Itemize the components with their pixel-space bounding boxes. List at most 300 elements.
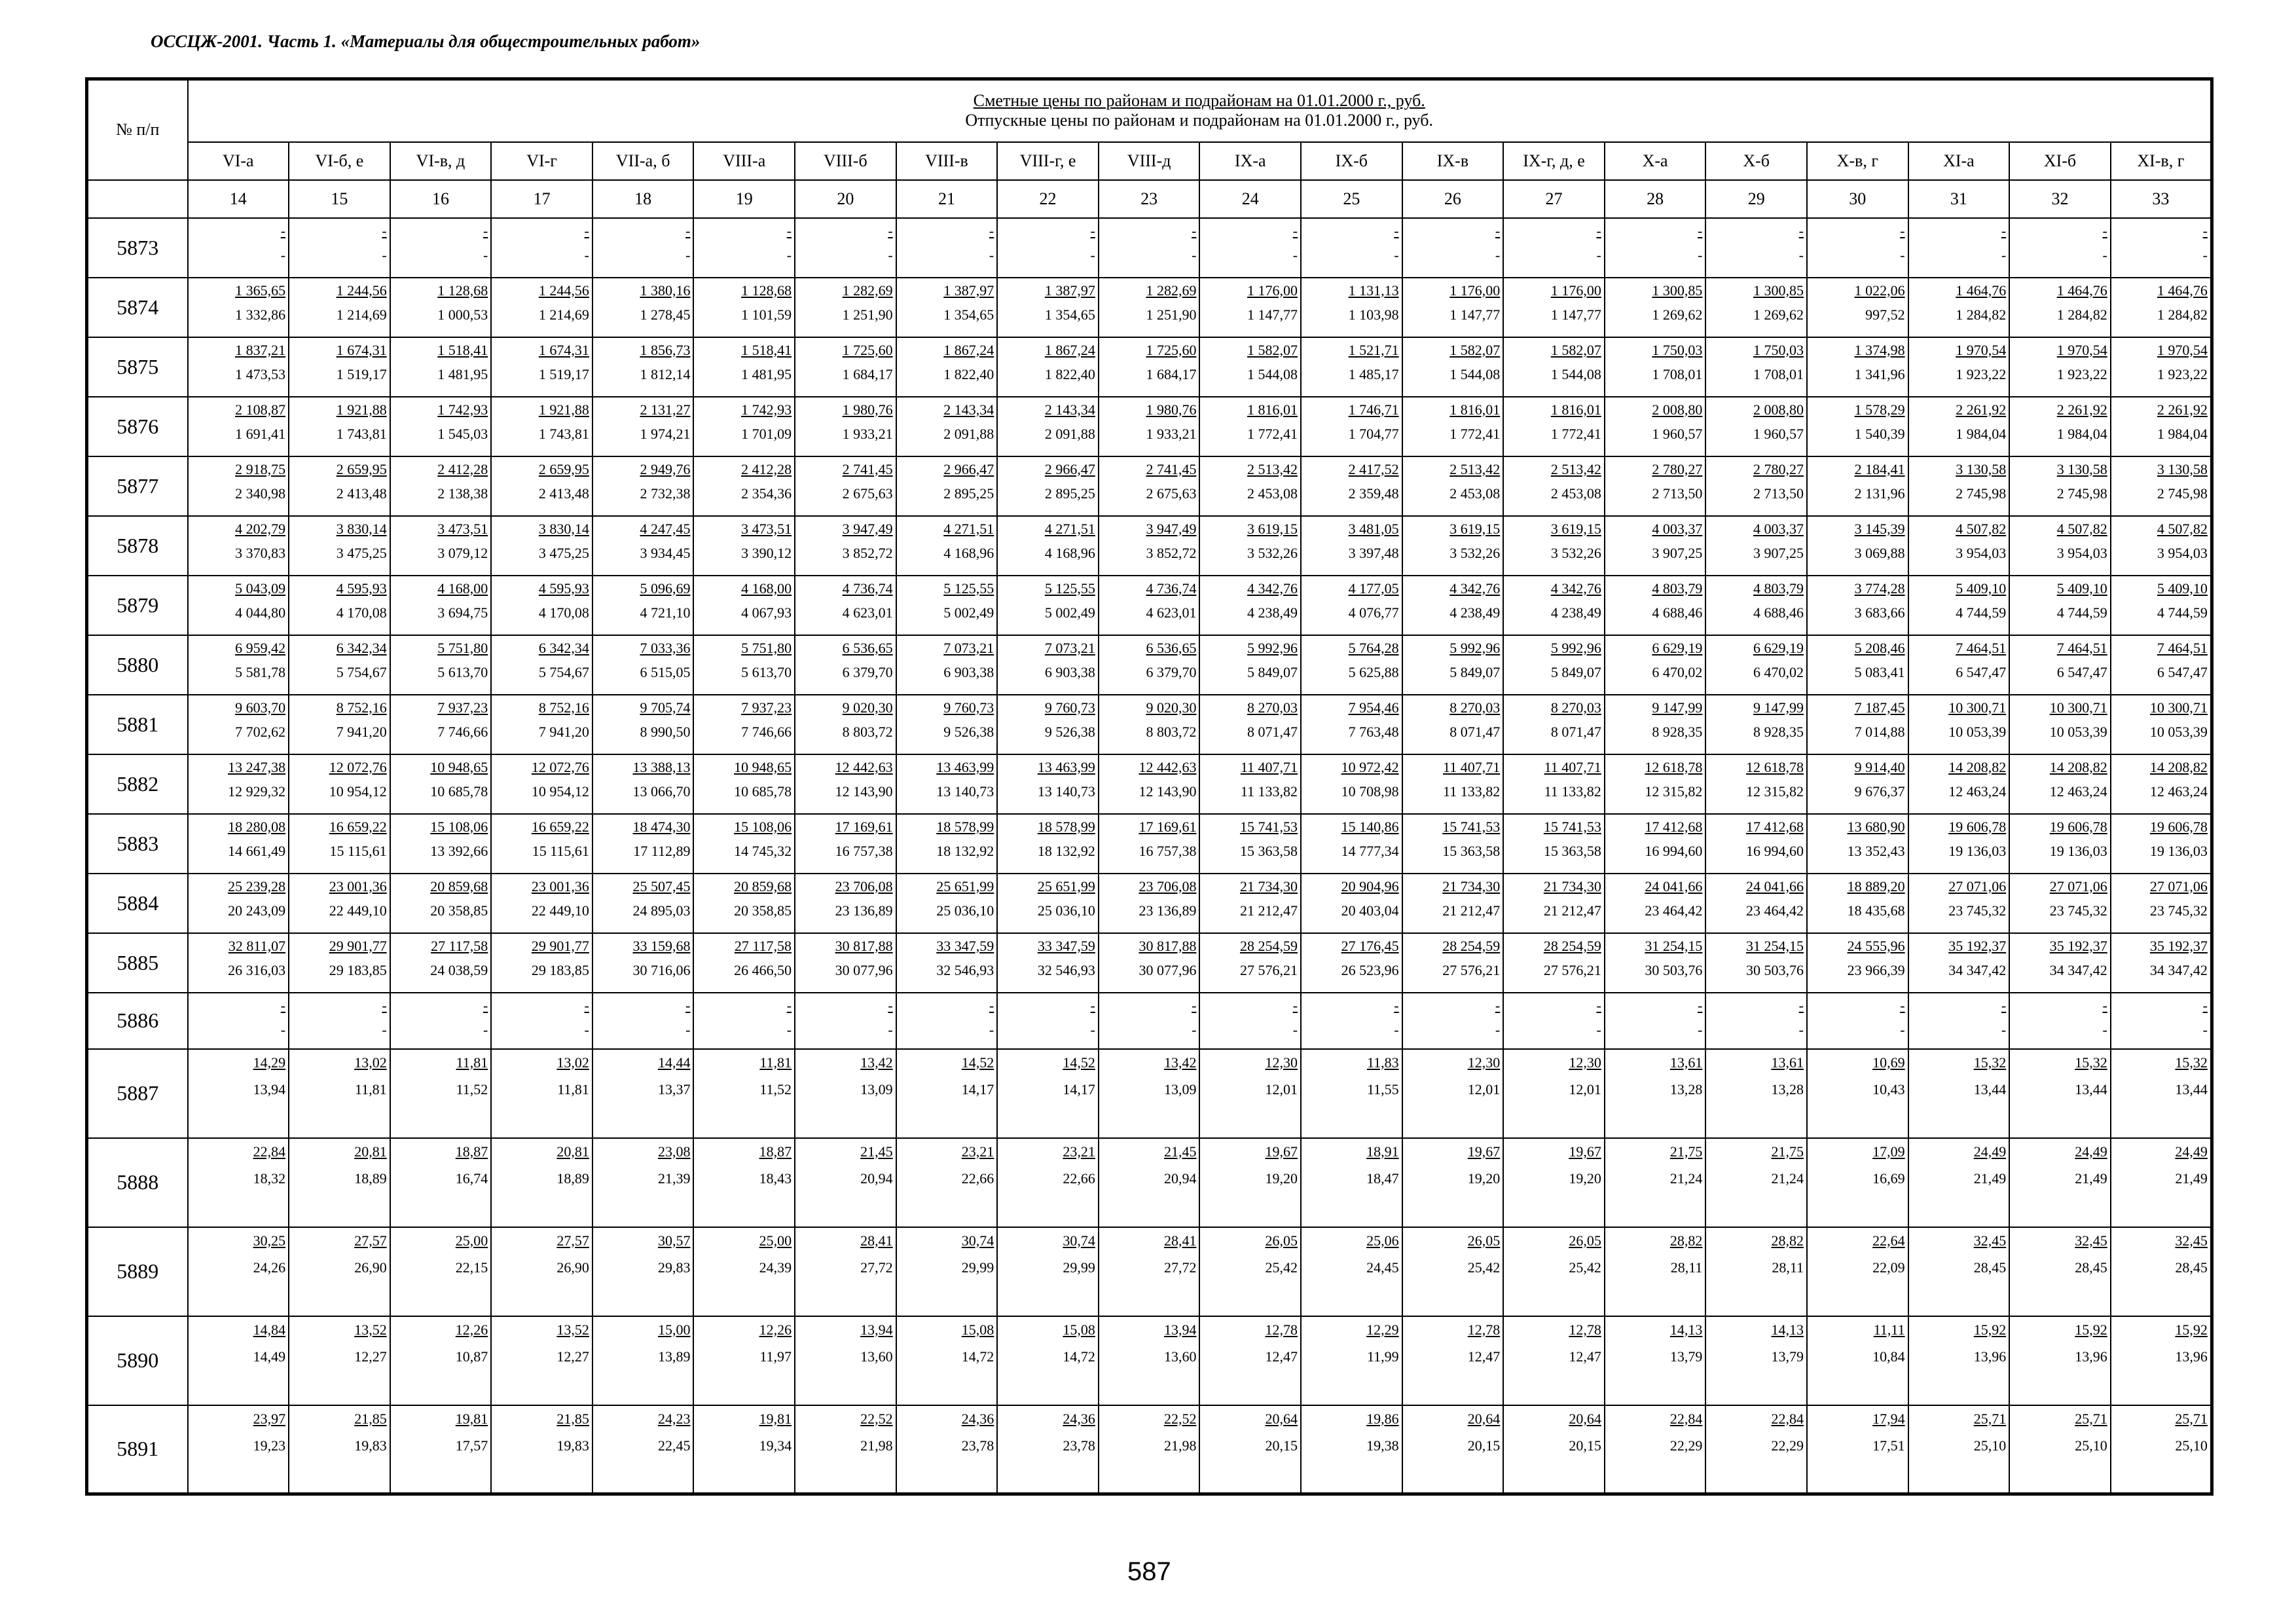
release-price: 20 358,85 (734, 902, 792, 919)
estimate-price: 3 130,58 (2056, 460, 2107, 477)
price-cell (1402, 1049, 1504, 1138)
estimate-price: 35 192,37 (1948, 937, 2007, 954)
estimate-price: 1 387,97 (943, 282, 994, 299)
price-cell (1503, 695, 1605, 754)
price-cell (1705, 397, 1807, 456)
estimate-price: 2 412,28 (741, 460, 792, 477)
column-number: 21 (896, 180, 998, 218)
estimate-price: 22,52 (1163, 1410, 1197, 1427)
estimate-price: 15 741,53 (1240, 818, 1298, 835)
estimate-price: 2 513,42 (1247, 460, 1298, 477)
price-cell (1301, 695, 1402, 754)
price-cell (693, 1227, 795, 1316)
price-cell (188, 337, 289, 397)
price-cell (997, 1227, 1099, 1316)
estimate-price: 6 536,65 (842, 639, 893, 656)
release-price: - (280, 246, 286, 263)
row-number: 5891 (87, 1405, 188, 1494)
estimate-price: 7 937,23 (437, 699, 488, 716)
price-cell (1605, 635, 1706, 695)
estimate-price: 2 513,42 (1449, 460, 1501, 477)
release-price: 1 933,21 (1146, 425, 1197, 442)
release-price: 7 014,88 (1854, 723, 1905, 740)
price-cell (1099, 397, 1200, 456)
estimate-price: 13,42 (1163, 1054, 1197, 1071)
price-cell (693, 1405, 795, 1494)
release-price: 20,94 (860, 1170, 893, 1187)
estimate-price: 15,32 (2175, 1054, 2208, 1071)
price-cell (1908, 1316, 2010, 1405)
price-cell (795, 993, 896, 1049)
release-price: 19,23 (253, 1437, 286, 1454)
release-price: 11 133,82 (1240, 783, 1298, 800)
price-cell (1402, 1138, 1504, 1227)
column-header: VI-в, д (390, 142, 492, 180)
release-price: - (1698, 246, 1703, 263)
release-price: 8 803,72 (842, 723, 893, 740)
estimate-price: 27 117,58 (734, 937, 792, 954)
price-cell (1605, 576, 1706, 635)
estimate-price: 14,13 (1771, 1321, 1804, 1338)
price-cell (997, 1316, 1099, 1405)
release-price: 27,72 (1163, 1259, 1197, 1276)
estimate-price: 7 464,51 (1956, 639, 2007, 656)
table-row (87, 1227, 2212, 1316)
price-cell (1605, 874, 1706, 933)
price-cell (2111, 1227, 2212, 1316)
price-cell (2009, 695, 2111, 754)
price-cell (795, 278, 896, 337)
release-price: 22,29 (1771, 1437, 1804, 1454)
price-cell (896, 337, 998, 397)
price-cell (1705, 278, 1807, 337)
column-header: VII-а, б (592, 142, 694, 180)
release-price: 26,90 (354, 1259, 387, 1276)
release-price: 2 453,08 (1550, 485, 1601, 502)
price-cell (1807, 933, 1908, 993)
estimate-price: 1 725,60 (1146, 341, 1197, 358)
price-cell (592, 516, 694, 576)
release-price: 1 743,81 (336, 425, 387, 442)
price-cell (1301, 1049, 1402, 1138)
estimate-price: 4 247,45 (640, 520, 691, 537)
estimate-price: 17,94 (1872, 1410, 1905, 1427)
estimate-price: 1 374,98 (1854, 341, 1905, 358)
release-price: 1 332,86 (235, 306, 286, 323)
release-price: 1 214,69 (336, 306, 387, 323)
price-cell (289, 874, 390, 933)
price-cell (1705, 576, 1807, 635)
release-price: 5 849,07 (1550, 663, 1601, 680)
estimate-price: 16 659,22 (531, 818, 589, 835)
release-price: 18,89 (556, 1170, 589, 1187)
price-cell (1099, 1138, 1200, 1227)
estimate-price: 1 742,93 (741, 401, 792, 418)
estimate-price: 1 750,03 (1652, 341, 1703, 358)
release-price: 1 933,21 (842, 425, 893, 442)
release-price: 3 532,26 (1247, 544, 1298, 561)
estimate-price: 2 143,34 (943, 401, 994, 418)
price-cell (188, 576, 289, 635)
release-price: 3 954,03 (2056, 544, 2107, 561)
estimate-price: 2 261,92 (2157, 401, 2208, 418)
price-cell (1705, 218, 1807, 278)
price-cell (693, 754, 795, 814)
release-price: 1 984,04 (2056, 425, 2107, 442)
estimate-price: 13,94 (1163, 1321, 1197, 1338)
row-number: 5887 (87, 1049, 188, 1138)
estimate-price: 23 001,36 (329, 877, 387, 895)
estimate-price: 11,83 (1366, 1054, 1399, 1071)
release-price: 13,28 (1771, 1080, 1804, 1098)
release-price: 25,42 (1265, 1259, 1298, 1276)
release-price: 18,32 (253, 1170, 286, 1187)
release-price: 10 708,98 (1341, 783, 1399, 800)
release-price: 18,47 (1366, 1170, 1399, 1187)
price-cell (1199, 278, 1301, 337)
column-number: 29 (1705, 180, 1807, 218)
estimate-price: 4 595,93 (336, 580, 387, 597)
price-cell (1705, 635, 1807, 695)
estimate-price: 7 033,36 (640, 639, 691, 656)
price-cell (795, 516, 896, 576)
price-cell (1199, 576, 1301, 635)
price-cell (390, 1316, 492, 1405)
release-price: 3 079,12 (437, 544, 488, 561)
release-price: 7 941,20 (336, 723, 387, 740)
estimate-price: 12 072,76 (531, 758, 589, 775)
column-header: VI-а (188, 142, 289, 180)
price-cell (997, 278, 1099, 337)
estimate-price: 22,52 (860, 1410, 893, 1427)
release-price: - (1394, 1021, 1399, 1038)
release-price: 6 515,05 (640, 663, 691, 680)
release-price: 24,26 (253, 1259, 286, 1276)
release-price: 12,27 (354, 1348, 387, 1365)
price-cell (390, 635, 492, 695)
release-price: 28,45 (2175, 1259, 2208, 1276)
price-cell (390, 456, 492, 516)
release-price: 8 803,72 (1146, 723, 1197, 740)
release-price: 13,96 (2175, 1348, 2208, 1365)
price-cell (188, 456, 289, 516)
estimate-price: 20,64 (1569, 1410, 1601, 1427)
price-cell (997, 397, 1099, 456)
price-cell (1199, 993, 1301, 1049)
price-cell (592, 218, 694, 278)
release-price: - (989, 246, 994, 263)
price-cell (592, 337, 694, 397)
release-price: 11,81 (557, 1080, 589, 1098)
price-cell (693, 695, 795, 754)
estimate-price: - (1090, 997, 1095, 1014)
price-cell (997, 933, 1099, 993)
estimate-price: 7 187,45 (1854, 699, 1905, 716)
release-price: - (1798, 1021, 1804, 1038)
price-cell (592, 456, 694, 516)
release-price: 23 464,42 (1645, 902, 1703, 919)
price-cell (1099, 218, 1200, 278)
price-cell (1908, 993, 2010, 1049)
release-price: - (888, 246, 893, 263)
release-price: 23,78 (961, 1437, 994, 1454)
price-cell (390, 1405, 492, 1494)
price-cell (188, 1049, 289, 1138)
price-cell (491, 337, 592, 397)
release-price: - (1495, 246, 1501, 263)
estimate-price: 12 442,63 (835, 758, 893, 775)
release-price: 12,01 (1569, 1080, 1601, 1098)
estimate-price: 2 108,87 (235, 401, 286, 418)
price-cell (1503, 1049, 1605, 1138)
release-price: 1 923,22 (2056, 365, 2107, 382)
price-cell (693, 874, 795, 933)
estimate-price: 24 041,66 (1645, 877, 1703, 895)
release-price: 4 168,96 (1044, 544, 1095, 561)
estimate-price: 2 261,92 (2056, 401, 2107, 418)
price-cell (1099, 635, 1200, 695)
estimate-price: 9 760,73 (1044, 699, 1095, 716)
price-cell (1402, 278, 1504, 337)
release-price: 4 623,01 (842, 604, 893, 621)
price-cell (2111, 695, 2212, 754)
estimate-price: 21 734,30 (1543, 877, 1601, 895)
estimate-price: 31 254,15 (1746, 937, 1804, 954)
price-cell (795, 695, 896, 754)
estimate-price: 3 619,15 (1247, 520, 1298, 537)
estimate-price: 13 680,90 (1847, 818, 1905, 835)
price-cell (188, 516, 289, 576)
estimate-price: - (382, 997, 387, 1014)
price-cell (1099, 695, 1200, 754)
estimate-price: 1 518,41 (437, 341, 488, 358)
estimate-price: 4 342,76 (1550, 580, 1601, 597)
column-number: 14 (188, 180, 289, 218)
estimate-price: 23 001,36 (531, 877, 589, 895)
estimate-price: 10 972,42 (1341, 758, 1399, 775)
price-cell (693, 576, 795, 635)
release-price: 13,89 (657, 1348, 691, 1365)
release-price: 5 849,07 (1449, 663, 1501, 680)
estimate-price: 5 096,69 (640, 580, 691, 597)
estimate-price: - (1596, 222, 1601, 239)
price-cell (289, 1227, 390, 1316)
release-price: 29 183,85 (329, 961, 387, 978)
release-price: 18,43 (759, 1170, 792, 1187)
estimate-price: 20 859,68 (430, 877, 488, 895)
estimate-price: 2 008,80 (1753, 401, 1804, 418)
price-cell (289, 278, 390, 337)
release-price: 1 101,59 (741, 306, 792, 323)
price-cell (1605, 278, 1706, 337)
release-price: 18 132,92 (936, 842, 994, 859)
estimate-price: 4 003,37 (1753, 520, 1804, 537)
price-cell (1605, 1405, 1706, 1494)
release-price: 6 547,47 (2157, 663, 2208, 680)
price-cell (1807, 1316, 1908, 1405)
price-cell (390, 695, 492, 754)
estimate-price: 8 270,03 (1449, 699, 1501, 716)
release-price: 1 704,77 (1348, 425, 1399, 442)
release-price: 14,72 (961, 1348, 994, 1365)
release-price: 16 994,60 (1645, 842, 1703, 859)
table-title-row (87, 79, 2212, 142)
release-price: 19,83 (556, 1437, 589, 1454)
release-price: 10 954,12 (329, 783, 387, 800)
price-cell (2111, 397, 2212, 456)
price-cell (592, 1138, 694, 1227)
release-price: - (1192, 246, 1197, 263)
estimate-price: - (1900, 222, 1905, 239)
release-price: 21,24 (1771, 1170, 1804, 1187)
release-price: 12 143,90 (835, 783, 893, 800)
price-cell (1402, 397, 1504, 456)
column-header: VIII-б (795, 142, 896, 180)
price-cell (1199, 933, 1301, 993)
release-price: 10 053,39 (2049, 723, 2107, 740)
release-price: 4 688,46 (1652, 604, 1703, 621)
release-price: 10 685,78 (430, 783, 488, 800)
release-price: 19 136,03 (2049, 842, 2107, 859)
price-cell (1503, 397, 1605, 456)
release-price: 20,15 (1467, 1437, 1501, 1454)
estimate-price: 1 176,00 (1449, 282, 1501, 299)
release-price: 24 038,59 (430, 961, 488, 978)
price-cell (1402, 516, 1504, 576)
price-cell (2009, 516, 2111, 576)
price-cell (896, 1227, 998, 1316)
release-price: 1 214,69 (538, 306, 589, 323)
price-cell (896, 456, 998, 516)
column-header: XI-в, г (2111, 142, 2212, 180)
release-price: 1 960,57 (1753, 425, 1804, 442)
column-number: 31 (1908, 180, 2010, 218)
release-price: 9 526,38 (1044, 723, 1095, 740)
estimate-price: 15 140,86 (1341, 818, 1399, 835)
estimate-price: 15,92 (2075, 1321, 2107, 1338)
price-cell (795, 933, 896, 993)
release-price: 17 112,89 (633, 842, 691, 859)
release-price: 12 143,90 (1139, 783, 1197, 800)
estimate-price: 2 261,92 (1956, 401, 2007, 418)
estimate-price: 32,45 (2075, 1232, 2107, 1249)
estimate-price: 15,32 (1973, 1054, 2007, 1071)
row-number: 5881 (87, 695, 188, 754)
release-price: 13 140,73 (936, 783, 994, 800)
estimate-price: - (888, 222, 893, 239)
title-line-1: Сметные цены по районам и подрайонам на 01.01.2000 г., руб. (973, 91, 1425, 111)
estimate-price: 5 125,55 (943, 580, 994, 597)
price-cell (1807, 456, 1908, 516)
release-price: 1 544,08 (1247, 365, 1298, 382)
release-price: 30 503,76 (1645, 961, 1703, 978)
estimate-price: 12,78 (1569, 1321, 1601, 1338)
release-price: 22,66 (1063, 1170, 1095, 1187)
release-price: 3 683,66 (1854, 604, 1905, 621)
release-price: 20 403,04 (1341, 902, 1399, 919)
estimate-price: 28 254,59 (1442, 937, 1501, 954)
release-price: 27 576,21 (1240, 961, 1298, 978)
release-price: - (1292, 1021, 1298, 1038)
estimate-price: 4 507,82 (2157, 520, 2208, 537)
release-price: 21 212,47 (1442, 902, 1501, 919)
price-cell (491, 1049, 592, 1138)
price-cell (1605, 1138, 1706, 1227)
estimate-price: - (2102, 222, 2107, 239)
estimate-price: 5 751,80 (741, 639, 792, 656)
release-price: 12 315,82 (1746, 783, 1804, 800)
release-price: 12 929,32 (228, 783, 286, 800)
release-price: 12,27 (556, 1348, 589, 1365)
price-table (85, 77, 2214, 1496)
price-cell (1605, 754, 1706, 814)
estimate-price: - (1394, 222, 1399, 239)
estimate-price: 21,45 (1163, 1143, 1197, 1160)
estimate-price: 2 513,42 (1550, 460, 1601, 477)
release-price: 1 354,65 (1044, 306, 1095, 323)
release-price: 7 702,62 (235, 723, 286, 740)
estimate-price: 2 966,47 (943, 460, 994, 477)
release-price: 21,98 (860, 1437, 893, 1454)
release-price: 19,20 (1467, 1170, 1501, 1187)
release-price: 1 772,41 (1247, 425, 1298, 442)
price-cell (592, 993, 694, 1049)
release-price: 6 547,47 (1956, 663, 2007, 680)
table-row (87, 218, 2212, 278)
estimate-price: 13,61 (1669, 1054, 1703, 1071)
price-cell (289, 337, 390, 397)
estimate-price: 25,06 (1366, 1232, 1399, 1249)
estimate-price: 30 817,88 (835, 937, 893, 954)
table-row (87, 1138, 2212, 1227)
price-cell (1301, 754, 1402, 814)
release-price: 5 849,07 (1247, 663, 1298, 680)
estimate-price: 32,45 (1973, 1232, 2007, 1249)
estimate-price: 1 742,93 (437, 401, 488, 418)
release-price: 2 413,48 (538, 485, 589, 502)
estimate-price: 15 741,53 (1442, 818, 1501, 835)
price-cell (1199, 874, 1301, 933)
price-cell (1807, 278, 1908, 337)
price-cell (1908, 635, 2010, 695)
release-price: 1 147,77 (1550, 306, 1601, 323)
estimate-price: 4 168,00 (437, 580, 488, 597)
price-cell (1705, 1405, 1807, 1494)
price-cell (1807, 218, 1908, 278)
column-header: XI-б (2009, 142, 2111, 180)
release-price: 19,38 (1366, 1437, 1399, 1454)
release-price: 21,24 (1669, 1170, 1703, 1187)
release-price: 1 473,53 (235, 365, 286, 382)
price-cell (1099, 1227, 1200, 1316)
release-price: 13,37 (657, 1080, 691, 1098)
estimate-price: 12,30 (1265, 1054, 1298, 1071)
estimate-price: - (989, 222, 994, 239)
release-price: 1 284,82 (2056, 306, 2107, 323)
release-price: 22,29 (1669, 1437, 1703, 1454)
estimate-price: 30 817,88 (1139, 937, 1197, 954)
page-number: 587 (1127, 1557, 1171, 1586)
release-price: 10 954,12 (531, 783, 589, 800)
estimate-price: 12,78 (1467, 1321, 1501, 1338)
estimate-price: 23 706,08 (1139, 877, 1197, 895)
column-number: 22 (997, 180, 1099, 218)
estimate-price: 3 619,15 (1449, 520, 1501, 537)
release-price: 23 745,32 (2149, 902, 2208, 919)
release-price: - (786, 246, 792, 263)
price-cell (592, 278, 694, 337)
release-price: 12,01 (1265, 1080, 1298, 1098)
